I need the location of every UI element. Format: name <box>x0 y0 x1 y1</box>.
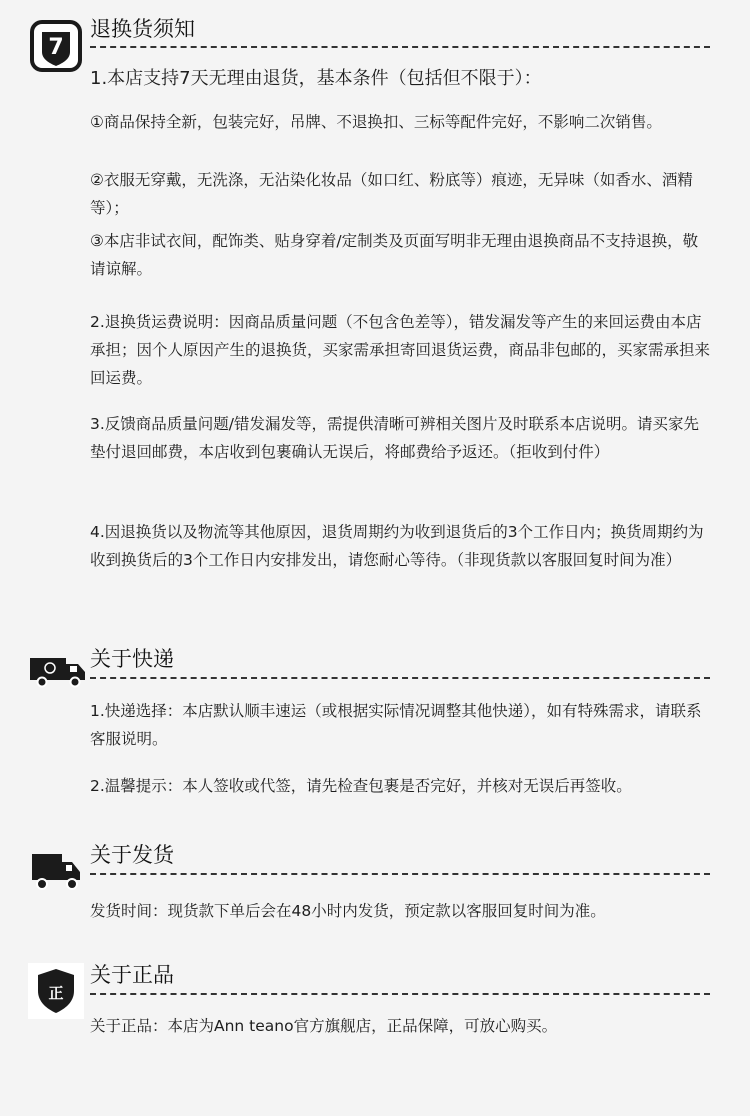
policy-paragraph: 1.本店支持7天无理由退货，基本条件（包括但不限于）： <box>90 68 542 89</box>
dashed-divider <box>90 677 710 679</box>
dashed-divider <box>90 46 710 48</box>
delivery-truck-icon <box>28 650 88 706</box>
delivery-paragraph: 2.温馨提示：本人签收或代签，请先检查包裹是否完好，并核对无误后再签收。 <box>90 777 632 795</box>
shipping-paragraph: 发货时间：现货款下单后会在48小时内发货，预定款以客服回复时间为准。 <box>90 902 606 920</box>
dashed-divider <box>90 993 710 995</box>
section-title: 关于发货 <box>90 843 174 867</box>
policy-paragraph: 2.退换货运费说明：因商品质量问题（不包含色差等），错发漏发等产生的来回运费由本店承担；因个人原因产生的退换货，买家需承担寄回退货运费，商品非包邮的，买家需承担来回运费。 <box>90 313 711 387</box>
shipping-truck-icon <box>28 848 84 904</box>
policy-paragraph: 3.反馈商品质量问题/错发漏发等，需提供清晰可辨相关图片及时联系本店说明。请买家先垫付退回邮费，本店收到包裹确认无误后，将邮费给予返还。（拒收到付件） <box>90 415 700 461</box>
section-title: 关于正品 <box>90 963 174 987</box>
authentic-shield-icon <box>28 963 84 1019</box>
svg-text:7: 7 <box>48 35 64 60</box>
seven-day-badge-icon <box>28 18 84 74</box>
svg-text:正: 正 <box>48 984 64 1002</box>
dashed-divider <box>90 873 710 875</box>
authenticity-paragraph: 关于正品：本店为Ann teano官方旗舰店，正品保障，可放心购买。 <box>90 1017 558 1035</box>
policy-paragraph: ③本店非试衣间，配饰类、贴身穿着/定制类及页面写明非无理由退换商品不支持退换，敬请谅解。 <box>90 232 699 278</box>
policy-paragraph: 4.因退换货以及物流等其他原因，退货周期约为收到退货后的3个工作日内；换货周期约为收到换货后的3个工作日内安排发出，请您耐心等待。（非现货款以客服回复时间为准） <box>90 523 704 569</box>
policy-paragraph: ②衣服无穿戴，无洗涤，无沾染化妆品（如口红、粉底等）痕迹，无异味（如香水、酒精等）； <box>90 171 693 217</box>
policy-paragraph: ①商品保持全新，包装完好，吊牌、不退换扣、三标等配件完好，不影响二次销售。 <box>90 113 662 131</box>
section-title: 关于快递 <box>90 647 174 671</box>
section-title: 退换货须知 <box>90 17 195 41</box>
delivery-paragraph: 1.快递选择：本店默认顺丰速运（或根据实际情况调整其他快递），如有特殊需求，请联系客服说明。 <box>90 702 702 748</box>
